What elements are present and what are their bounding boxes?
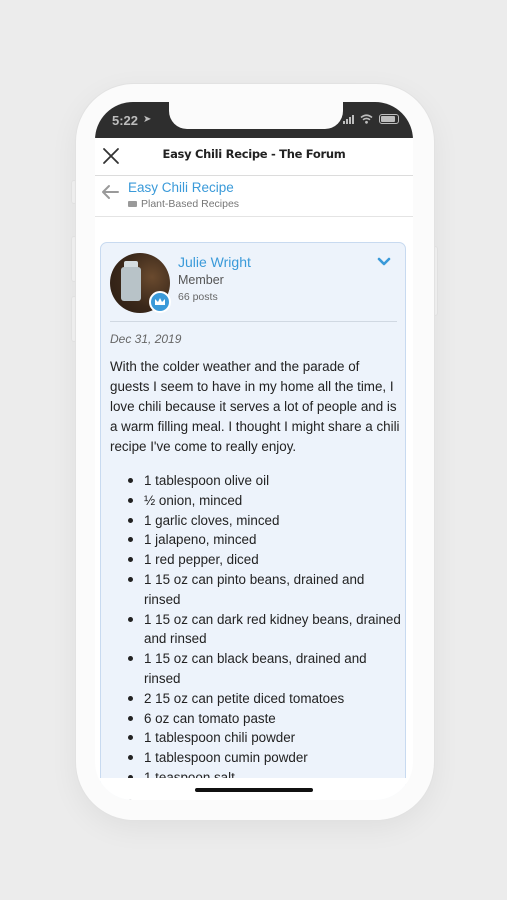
divider [110, 321, 397, 322]
list-item: 1 15 oz can pinto beans, drained and rinsed [110, 570, 402, 610]
crown-icon [149, 291, 171, 313]
list-item: 1 garlic cloves, minced [110, 511, 402, 531]
wifi-icon [360, 114, 373, 124]
folder-icon [128, 201, 137, 207]
list-item: 1 tablespoon chili powder [110, 728, 402, 748]
forum-post [100, 242, 406, 800]
category-label[interactable] [128, 198, 239, 210]
category-text: Plant-Based Recipes [141, 198, 240, 210]
list-item: 2 15 oz can petite diced tomatoes [110, 689, 402, 709]
notch [169, 102, 343, 129]
page-title: Easy Chili Recipe - The Forum [162, 147, 346, 161]
post-date: Dec 31, 2019 [110, 332, 182, 346]
signal-icon [343, 115, 354, 124]
list-item: ½ onion, minced [110, 491, 402, 511]
status-icons [343, 114, 399, 124]
status-time: 5:22 [112, 113, 139, 128]
list-item: 1 tablespoon cumin powder [110, 748, 402, 768]
breadcrumb [95, 177, 413, 217]
ingredient-list [110, 471, 402, 800]
status-bar [95, 102, 413, 138]
author-name[interactable]: Julie Wright [178, 254, 251, 270]
list-item: 1 tablespoon olive oil [110, 471, 402, 491]
battery-icon [379, 114, 399, 124]
phone-screen [95, 102, 413, 800]
back-arrow-icon[interactable] [99, 182, 121, 202]
post-body: With the colder weather and the parade of guests I seem to have in my home all the time, I love chili because it serves a lot of people and is a warm filling meal. I thought I might share a chili recipe I've come to really enjoy. [110, 359, 400, 454]
list-item: 1 15 oz can dark red kidney beans, drained and rinsed [110, 610, 402, 650]
home-indicator[interactable] [195, 788, 313, 792]
author-role: Member [178, 273, 224, 287]
list-item: 6 oz can tomato paste [110, 709, 402, 729]
top-bar [95, 138, 413, 176]
author-post-count: 66 posts [178, 291, 218, 303]
location-icon: ➤ [143, 114, 152, 125]
chevron-down-icon[interactable] [377, 257, 391, 267]
list-item: 1 15 oz can black beans, drained and rinsed [110, 649, 402, 689]
list-item: 1 jalapeno, minced [110, 530, 402, 550]
list-item: 1 red pepper, diced [110, 550, 402, 570]
thread-title-link[interactable]: Easy Chili Recipe [128, 180, 234, 195]
